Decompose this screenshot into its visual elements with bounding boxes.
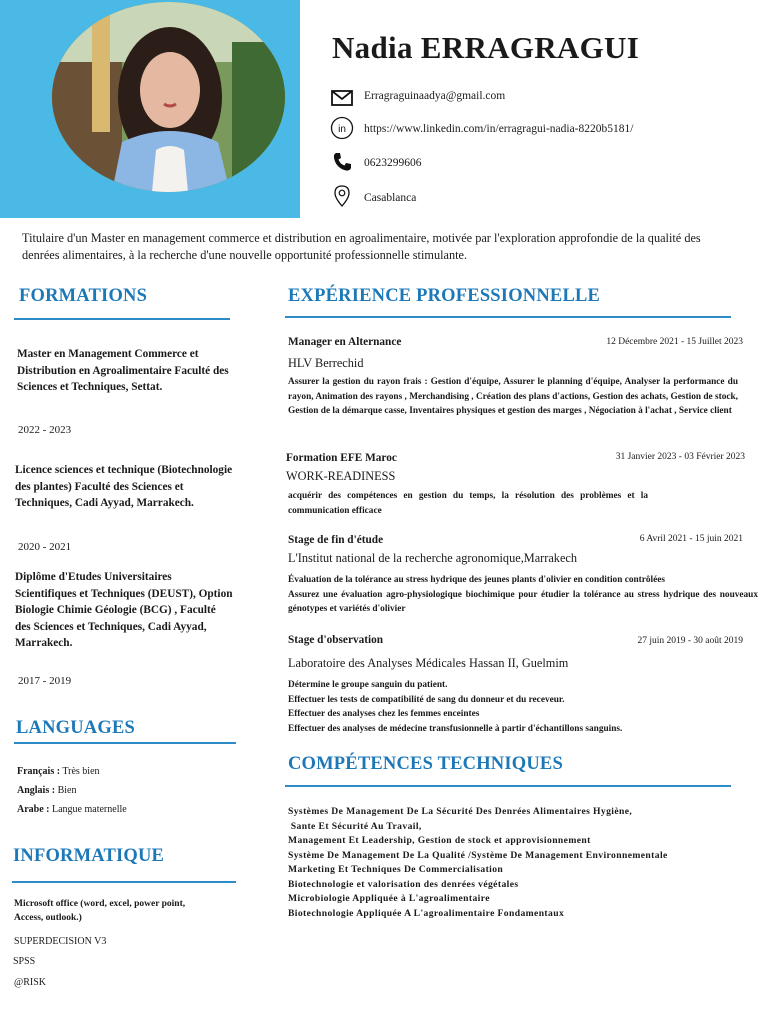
job-description (288, 489, 648, 518)
job-title: Manager en Alternance (288, 336, 402, 348)
job-description-line: acquérir des compétences en gestion du temps, la résolution des problèmes et la communication efficace (288, 491, 648, 516)
job-dates: 27 juin 2019 - 30 août 2019 (637, 636, 743, 646)
svg-text:in: in (338, 124, 346, 135)
location-text: Casablanca (364, 192, 417, 204)
job-description-line: Effectuer des analyses chez les femmes enceintes (288, 709, 480, 719)
formation-item: Licence sciences et technique (Biotechnologie des plantes) Faculté des Sciences et Techniques, Cadi Ayyad, Marrakech. (15, 464, 233, 509)
location-pin-icon (330, 184, 354, 208)
profile-photo (52, 2, 285, 192)
software-item: @RISK (14, 977, 46, 988)
email-link[interactable]: Erragraguinaadya@gmail.com (364, 90, 506, 102)
phone-number[interactable]: 0623299606 (364, 157, 422, 169)
linkedin-icon (330, 116, 354, 140)
software-item: Access, outlook.) (14, 913, 82, 923)
skill-item: Microbiologie Appliquée à L'agroalimentaire (288, 893, 490, 904)
formations-heading: FORMATIONS (19, 286, 148, 306)
software-item: SUPERDECISION V3 (14, 936, 107, 947)
formation-item: Diplôme d'Etudes Universitaires Scientifiques et Techniques (DEUST), Option Biologie Chimie Géologie (BCG) , Faculté des Sciences et Techniques, Cadi Ayyad, Marrakech. (15, 571, 233, 649)
section-divider (285, 316, 731, 318)
languages-heading: LANGUAGES (16, 718, 135, 738)
job-description (288, 573, 758, 617)
job-description-line: Effectuer les tests de compatibilité de sang du donneur et du receveur. (288, 694, 565, 705)
job-description-line: Assurer la gestion du rayon frais : Gestion d'équipe, Assurer le planning d'équipe, Analyser la performance du rayon, Animation des rayons , Merchandising , Création des plans d'actions, Gestion des achats, Gestion de stock, Gestion de la démarque casse, Inventaires physiques et gestion des marges , Négociation à l'achat , Service client (288, 377, 738, 416)
language-level: Bien (57, 785, 77, 796)
skill-item: Sante Et Sécurité Au Travail, (288, 820, 422, 832)
job-company: WORK-READINESS (286, 469, 396, 483)
skill-item: Biotechnologie Appliquée A L'agroalimentaire Fondamentaux (288, 907, 565, 919)
job-company: L'Institut national de la recherche agronomique,Marrakech (288, 551, 578, 565)
job-description (288, 375, 738, 419)
language-item (17, 804, 127, 815)
language-item (17, 766, 100, 777)
language-label: Français : (17, 766, 61, 777)
job-description-line: Assurez une évaluation agro-physiologique biochimique pour étudier la tolérance au stress hydrique des nouveaux génotypes et variétés d'olivier (288, 589, 758, 614)
portrait-image (52, 2, 285, 192)
job-company: Laboratoire des Analyses Médicales Hassan II, Guelmim (288, 656, 569, 670)
section-divider (14, 318, 230, 320)
formation-years: 2020 - 2021 (18, 541, 72, 553)
envelope-icon (330, 86, 354, 110)
skill-item: Système De Management De La Qualité /Système De Management Environnementale (288, 849, 668, 861)
formation-years: 2022 - 2023 (18, 424, 72, 436)
skills-list (288, 805, 724, 921)
profile-summary: Titulaire d'un Master en management commerce et distribution en agroalimentaire, motivée par l'exploration approfondie de la qualité des denrées alimentaires, à la recherche d'une nouvelle opportunité professionnelle stimulante. (22, 231, 701, 262)
experience-heading: EXPÉRIENCE PROFESSIONNELLE (288, 286, 601, 306)
software-item: Microsoft office (word, excel, power point, (14, 899, 186, 909)
formation-item: Master en Management Commerce et Distribution en Agroalimentaire Faculté des Sciences et Techniques, Settat. (17, 348, 229, 393)
skill-item: Marketing Et Techniques De Commercialisation (288, 864, 504, 875)
job-company: HLV Berrechid (288, 356, 364, 370)
skill-item: Systèmes De Management De La Sécurité Des Denrées Alimentaires Hygiène, (288, 806, 633, 817)
job-dates: 6 Avril 2021 - 15 juin 2021 (639, 534, 743, 544)
language-label: Arabe : (17, 804, 50, 815)
job-title: Stage de fin d'étude (288, 534, 384, 546)
job-description (288, 678, 738, 736)
competences-heading: COMPÉTENCES TECHNIQUES (288, 754, 563, 774)
job-description-line: Évaluation de la tolérance au stress hydrique des jeunes plants d'olivier en condition contrôlées (288, 575, 665, 585)
job-title: Stage d'observation (288, 634, 384, 646)
informatique-heading: INFORMATIQUE (13, 846, 165, 866)
language-item (17, 785, 76, 796)
candidate-name: Nadia ERRAGRAGUI (332, 30, 640, 65)
section-divider (14, 742, 236, 744)
job-description-line: Effectuer des analyses de médecine transfusionnelle à partir d'échantillons sanguins. (288, 723, 623, 734)
language-level: Très bien (62, 766, 100, 777)
formation-years: 2017 - 2019 (18, 675, 72, 687)
skill-item: Management Et Leadership, Gestion de stock et approvisionnement (288, 835, 591, 846)
job-dates: 31 Janvier 2023 - 03 Février 2023 (615, 452, 745, 462)
section-divider (12, 881, 236, 883)
skill-item: Biotechnologie et valorisation des denrées végétales (288, 878, 519, 890)
language-level: Langue maternelle (52, 804, 127, 815)
language-label: Anglais : (17, 785, 56, 796)
phone-icon (330, 150, 354, 174)
section-divider (285, 785, 731, 787)
job-title: Formation EFE Maroc (286, 452, 397, 464)
job-description-line: Détermine le groupe sanguin du patient. (288, 680, 448, 690)
software-item: SPSS (13, 956, 36, 967)
linkedin-link[interactable]: https://www.linkedin.com/in/erragragui-nadia-8220b5181/ (364, 123, 634, 135)
job-dates: 12 Décembre 2021 - 15 Juillet 2023 (606, 337, 743, 347)
